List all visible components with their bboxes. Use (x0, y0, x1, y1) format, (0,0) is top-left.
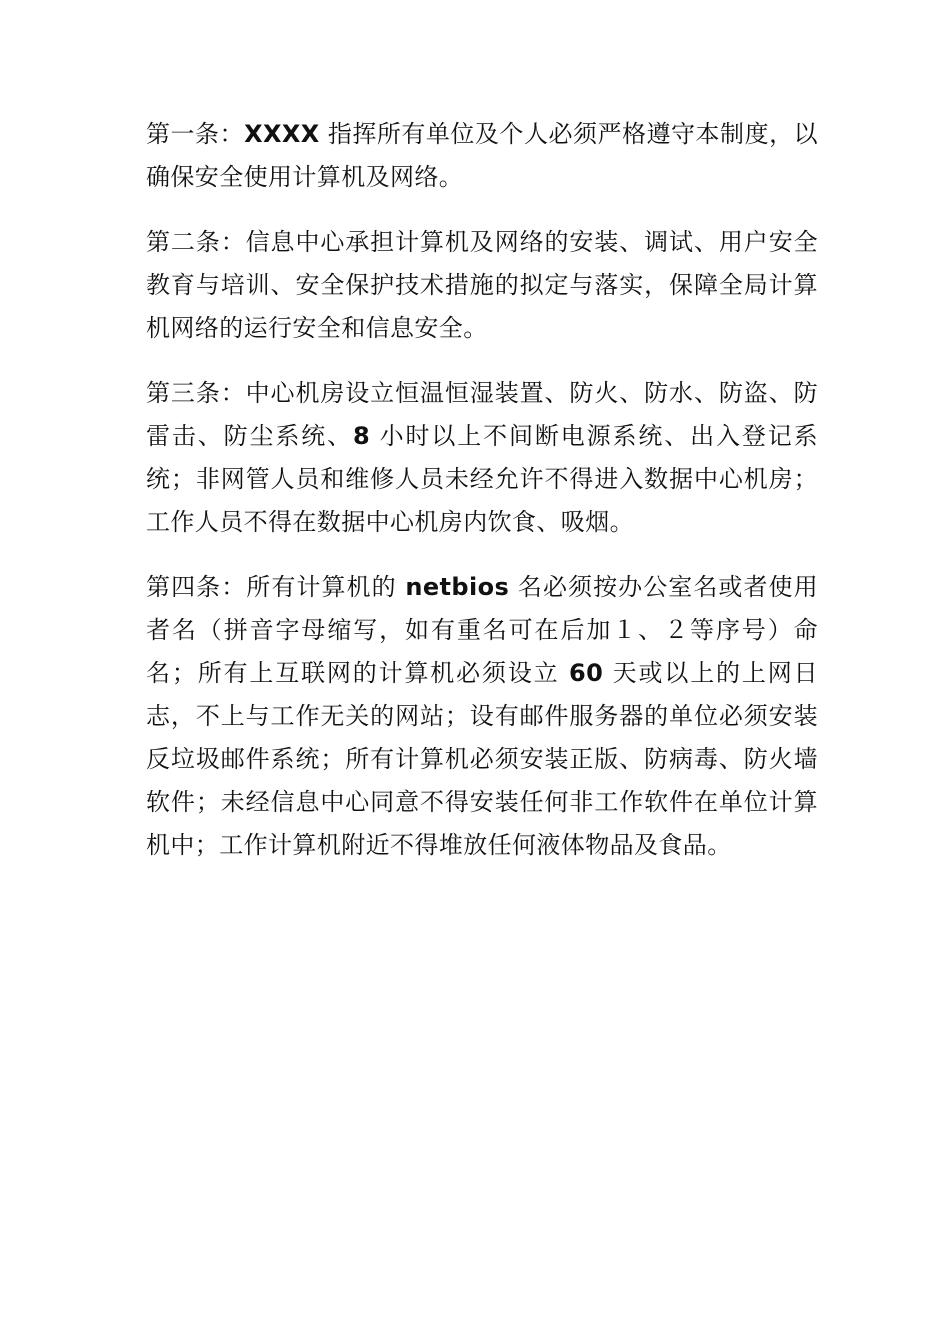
article-1 (146, 113, 818, 199)
article-label: 第四条： (146, 573, 247, 601)
article-text: 指挥所有单位及个人必须严格遵守本制度，以确保安全使用计算机及网络。 (146, 120, 818, 191)
article-2 (146, 221, 818, 350)
article-label: 第三条： (146, 379, 246, 407)
article-text-bold: 60 (569, 659, 604, 687)
article-text: 天或以上的上网日志，不上与工作无关的网站；设有邮件服务器的单位必须安装反垃圾邮件系统；所有计算机必须安装正版、防病毒、防火墙软件；未经信息中心同意不得安装任何非工作软件在单位计算机中；工作计算机附近不得堆放任何液体物品及食品。 (146, 659, 818, 859)
article-label: 第一条： (146, 120, 245, 148)
article-text: 小时以上不间断电源系统、出入登记系统；非网管人员和维修人员未经允许不得进入数据中心机房；工作人员不得在数据中心机房内饮食、吸烟。 (146, 422, 819, 536)
article-text-bold: netbios (405, 573, 510, 601)
article-label: 第二条： (146, 228, 246, 256)
document-body (146, 113, 818, 889)
article-text: 中心机房设立恒温恒湿装置、防火、防水、防盗、防雷击、防尘系统、 (146, 379, 818, 450)
article-text-bold: 8 (353, 422, 371, 450)
article-4 (146, 566, 818, 867)
article-text: 信息中心承担计算机及网络的安装、调试、用户安全教育与培训、安全保护技术措施的拟定与落实，保障全局计算机网络的运行安全和信息安全。 (146, 228, 818, 342)
article-text: 名必须按办公室名或者使用者名（拼音字母缩写，如有重名可在后加１、２等序号）命名；所有上互联网的计算机必须设立 (146, 573, 818, 687)
article-text-bold: XXXX (244, 120, 320, 148)
article-3 (146, 372, 818, 544)
article-text: 所有计算机的 (246, 573, 406, 601)
